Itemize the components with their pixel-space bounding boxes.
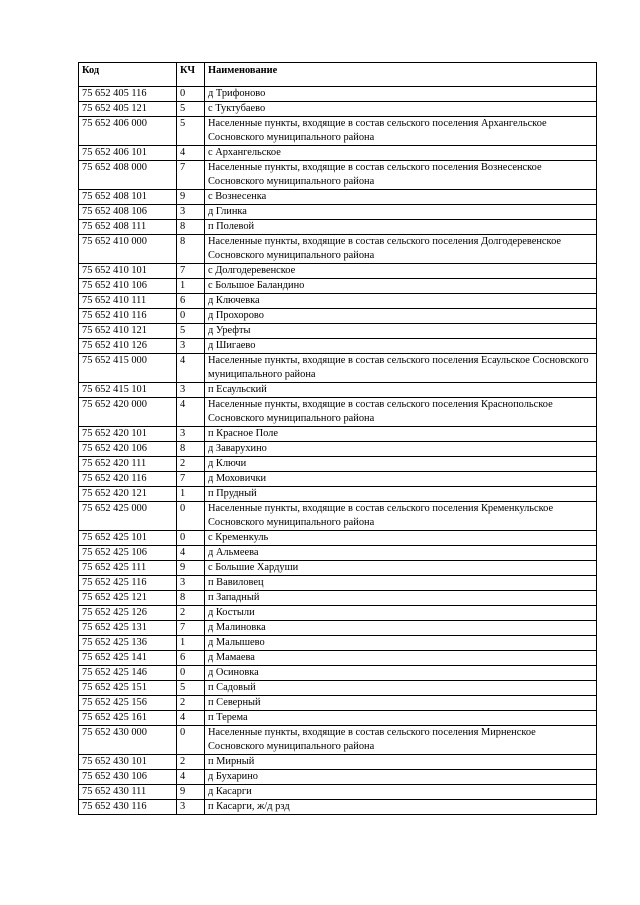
cell-check-digit: 3 <box>177 576 205 591</box>
cell-name: п Есаульский <box>205 383 597 398</box>
cell-code: 75 652 425 000 <box>79 502 177 531</box>
cell-name: д Осиновка <box>205 666 597 681</box>
cell-code: 75 652 425 141 <box>79 651 177 666</box>
cell-name: п Вавиловец <box>205 576 597 591</box>
cell-name: Населенные пункты, входящие в состав сельского поселения Мирненское Сосновского муниципального района <box>205 726 597 755</box>
table-row <box>79 117 597 146</box>
cell-check-digit: 7 <box>177 472 205 487</box>
cell-name: д Костыли <box>205 606 597 621</box>
cell-name: п Прудный <box>205 487 597 502</box>
cell-check-digit: 9 <box>177 561 205 576</box>
table-row <box>79 279 597 294</box>
cell-check-digit: 4 <box>177 546 205 561</box>
cell-check-digit: 2 <box>177 755 205 770</box>
cell-code: 75 652 406 101 <box>79 146 177 161</box>
cell-check-digit: 8 <box>177 591 205 606</box>
cell-code: 75 652 410 101 <box>79 264 177 279</box>
table-header-row <box>79 63 597 87</box>
cell-name: д Ключевка <box>205 294 597 309</box>
table-row <box>79 324 597 339</box>
table-row <box>79 220 597 235</box>
cell-check-digit: 3 <box>177 800 205 815</box>
cell-check-digit: 4 <box>177 770 205 785</box>
table-row <box>79 711 597 726</box>
table-row <box>79 755 597 770</box>
cell-check-digit: 1 <box>177 636 205 651</box>
table-row <box>79 591 597 606</box>
table-row <box>79 457 597 472</box>
cell-check-digit: 8 <box>177 235 205 264</box>
table-row <box>79 354 597 383</box>
cell-check-digit: 5 <box>177 117 205 146</box>
table-row <box>79 427 597 442</box>
table-row <box>79 606 597 621</box>
table-row <box>79 264 597 279</box>
cell-code: 75 652 420 101 <box>79 427 177 442</box>
cell-name: п Садовый <box>205 681 597 696</box>
cell-check-digit: 6 <box>177 651 205 666</box>
cell-code: 75 652 425 121 <box>79 591 177 606</box>
cell-check-digit: 0 <box>177 87 205 102</box>
cell-name: д Глинка <box>205 205 597 220</box>
cell-name: Населенные пункты, входящие в состав сельского поселения Краснопольское Сосновского муниципального района <box>205 398 597 427</box>
cell-check-digit: 0 <box>177 531 205 546</box>
cell-check-digit: 2 <box>177 606 205 621</box>
cell-name: Населенные пункты, входящие в состав сельского поселения Вознесенское Сосновского муниципального района <box>205 161 597 190</box>
cell-name: п Северный <box>205 696 597 711</box>
cell-code: 75 652 425 156 <box>79 696 177 711</box>
table-row <box>79 205 597 220</box>
table-row <box>79 726 597 755</box>
cell-code: 75 652 425 146 <box>79 666 177 681</box>
cell-name: Населенные пункты, входящие в состав сельского поселения Есаульское Сосновского муниципального района <box>205 354 597 383</box>
cell-code: 75 652 420 121 <box>79 487 177 502</box>
cell-code: 75 652 420 116 <box>79 472 177 487</box>
table-row <box>79 294 597 309</box>
cell-code: 75 652 410 116 <box>79 309 177 324</box>
cell-code: 75 652 415 000 <box>79 354 177 383</box>
cell-name: д Касарги <box>205 785 597 800</box>
cell-name: п Касарги, ж/д рзд <box>205 800 597 815</box>
cell-check-digit: 9 <box>177 785 205 800</box>
cell-code: 75 652 410 106 <box>79 279 177 294</box>
cell-name: д Ключи <box>205 457 597 472</box>
cell-check-digit: 8 <box>177 442 205 457</box>
cell-check-digit: 7 <box>177 161 205 190</box>
cell-name: д Урефты <box>205 324 597 339</box>
document-page <box>78 62 596 815</box>
cell-code: 75 652 425 151 <box>79 681 177 696</box>
cell-code: 75 652 425 131 <box>79 621 177 636</box>
cell-check-digit: 7 <box>177 264 205 279</box>
table-row <box>79 472 597 487</box>
table-body <box>79 87 597 815</box>
table-row <box>79 146 597 161</box>
table-row <box>79 87 597 102</box>
cell-check-digit: 2 <box>177 696 205 711</box>
table-row <box>79 621 597 636</box>
cell-name: д Прохорово <box>205 309 597 324</box>
cell-code: 75 652 410 126 <box>79 339 177 354</box>
cell-code: 75 652 405 121 <box>79 102 177 117</box>
cell-name: п Мирный <box>205 755 597 770</box>
cell-code: 75 652 408 000 <box>79 161 177 190</box>
cell-code: 75 652 410 121 <box>79 324 177 339</box>
cell-code: 75 652 408 111 <box>79 220 177 235</box>
cell-code: 75 652 408 106 <box>79 205 177 220</box>
cell-code: 75 652 410 111 <box>79 294 177 309</box>
cell-check-digit: 3 <box>177 339 205 354</box>
cell-check-digit: 4 <box>177 146 205 161</box>
cell-name: с Долгодеревенское <box>205 264 597 279</box>
table-row <box>79 546 597 561</box>
table-row <box>79 681 597 696</box>
cell-check-digit: 9 <box>177 190 205 205</box>
cell-name: с Туктубаево <box>205 102 597 117</box>
cell-code: 75 652 415 101 <box>79 383 177 398</box>
cell-name: п Полевой <box>205 220 597 235</box>
cell-name: с Архангельское <box>205 146 597 161</box>
cell-check-digit: 0 <box>177 309 205 324</box>
table-row <box>79 383 597 398</box>
cell-name: д Альмеева <box>205 546 597 561</box>
cell-check-digit: 6 <box>177 294 205 309</box>
table-row <box>79 576 597 591</box>
table-row <box>79 666 597 681</box>
table-row <box>79 502 597 531</box>
cell-check-digit: 1 <box>177 487 205 502</box>
table-row <box>79 651 597 666</box>
table-row <box>79 770 597 785</box>
cell-code: 75 652 430 111 <box>79 785 177 800</box>
table-row <box>79 161 597 190</box>
cell-name: д Малышево <box>205 636 597 651</box>
classifier-table <box>78 62 597 815</box>
cell-name: д Малиновка <box>205 621 597 636</box>
cell-check-digit: 3 <box>177 205 205 220</box>
cell-name: с Вознесенка <box>205 190 597 205</box>
table-row <box>79 696 597 711</box>
header-name: Наименование <box>205 63 597 87</box>
table-row <box>79 636 597 651</box>
cell-check-digit: 7 <box>177 621 205 636</box>
cell-name: п Терема <box>205 711 597 726</box>
cell-name: с Кременкуль <box>205 531 597 546</box>
cell-code: 75 652 425 116 <box>79 576 177 591</box>
cell-check-digit: 4 <box>177 711 205 726</box>
cell-code: 75 652 430 106 <box>79 770 177 785</box>
cell-check-digit: 8 <box>177 220 205 235</box>
cell-name: с Большое Баландино <box>205 279 597 294</box>
cell-code: 75 652 425 106 <box>79 546 177 561</box>
cell-code: 75 652 430 000 <box>79 726 177 755</box>
table-row <box>79 190 597 205</box>
table-row <box>79 561 597 576</box>
cell-check-digit: 3 <box>177 383 205 398</box>
cell-name: Населенные пункты, входящие в состав сельского поселения Архангельское Сосновского муниципального района <box>205 117 597 146</box>
cell-check-digit: 0 <box>177 502 205 531</box>
table-row <box>79 102 597 117</box>
cell-name: д Моховички <box>205 472 597 487</box>
cell-check-digit: 0 <box>177 726 205 755</box>
cell-name: п Красное Поле <box>205 427 597 442</box>
cell-code: 75 652 425 101 <box>79 531 177 546</box>
cell-name: Населенные пункты, входящие в состав сельского поселения Долгодеревенское Сосновского муниципального района <box>205 235 597 264</box>
table-row <box>79 531 597 546</box>
table-row <box>79 487 597 502</box>
header-check-digit: КЧ <box>177 63 205 87</box>
cell-name: д Трифоново <box>205 87 597 102</box>
cell-check-digit: 5 <box>177 681 205 696</box>
cell-code: 75 652 420 000 <box>79 398 177 427</box>
cell-check-digit: 3 <box>177 427 205 442</box>
cell-name: д Мамаева <box>205 651 597 666</box>
cell-check-digit: 1 <box>177 279 205 294</box>
table-row <box>79 398 597 427</box>
cell-check-digit: 2 <box>177 457 205 472</box>
table-row <box>79 785 597 800</box>
cell-check-digit: 5 <box>177 324 205 339</box>
header-code: Код <box>79 63 177 87</box>
table-row <box>79 309 597 324</box>
cell-name: Населенные пункты, входящие в состав сельского поселения Кременкульское Сосновского муниципального района <box>205 502 597 531</box>
cell-name: с Большие Хардуши <box>205 561 597 576</box>
cell-check-digit: 4 <box>177 354 205 383</box>
cell-code: 75 652 425 126 <box>79 606 177 621</box>
cell-code: 75 652 408 101 <box>79 190 177 205</box>
cell-code: 75 652 430 101 <box>79 755 177 770</box>
table-row <box>79 235 597 264</box>
cell-code: 75 652 405 116 <box>79 87 177 102</box>
cell-name: д Бухарино <box>205 770 597 785</box>
cell-name: д Заварухино <box>205 442 597 457</box>
cell-check-digit: 5 <box>177 102 205 117</box>
table-row <box>79 339 597 354</box>
cell-check-digit: 4 <box>177 398 205 427</box>
cell-code: 75 652 425 161 <box>79 711 177 726</box>
cell-code: 75 652 420 106 <box>79 442 177 457</box>
cell-code: 75 652 425 111 <box>79 561 177 576</box>
cell-name: п Западный <box>205 591 597 606</box>
cell-name: д Шигаево <box>205 339 597 354</box>
cell-code: 75 652 425 136 <box>79 636 177 651</box>
cell-code: 75 652 410 000 <box>79 235 177 264</box>
cell-code: 75 652 420 111 <box>79 457 177 472</box>
cell-code: 75 652 406 000 <box>79 117 177 146</box>
table-row <box>79 800 597 815</box>
cell-check-digit: 0 <box>177 666 205 681</box>
cell-code: 75 652 430 116 <box>79 800 177 815</box>
table-row <box>79 442 597 457</box>
